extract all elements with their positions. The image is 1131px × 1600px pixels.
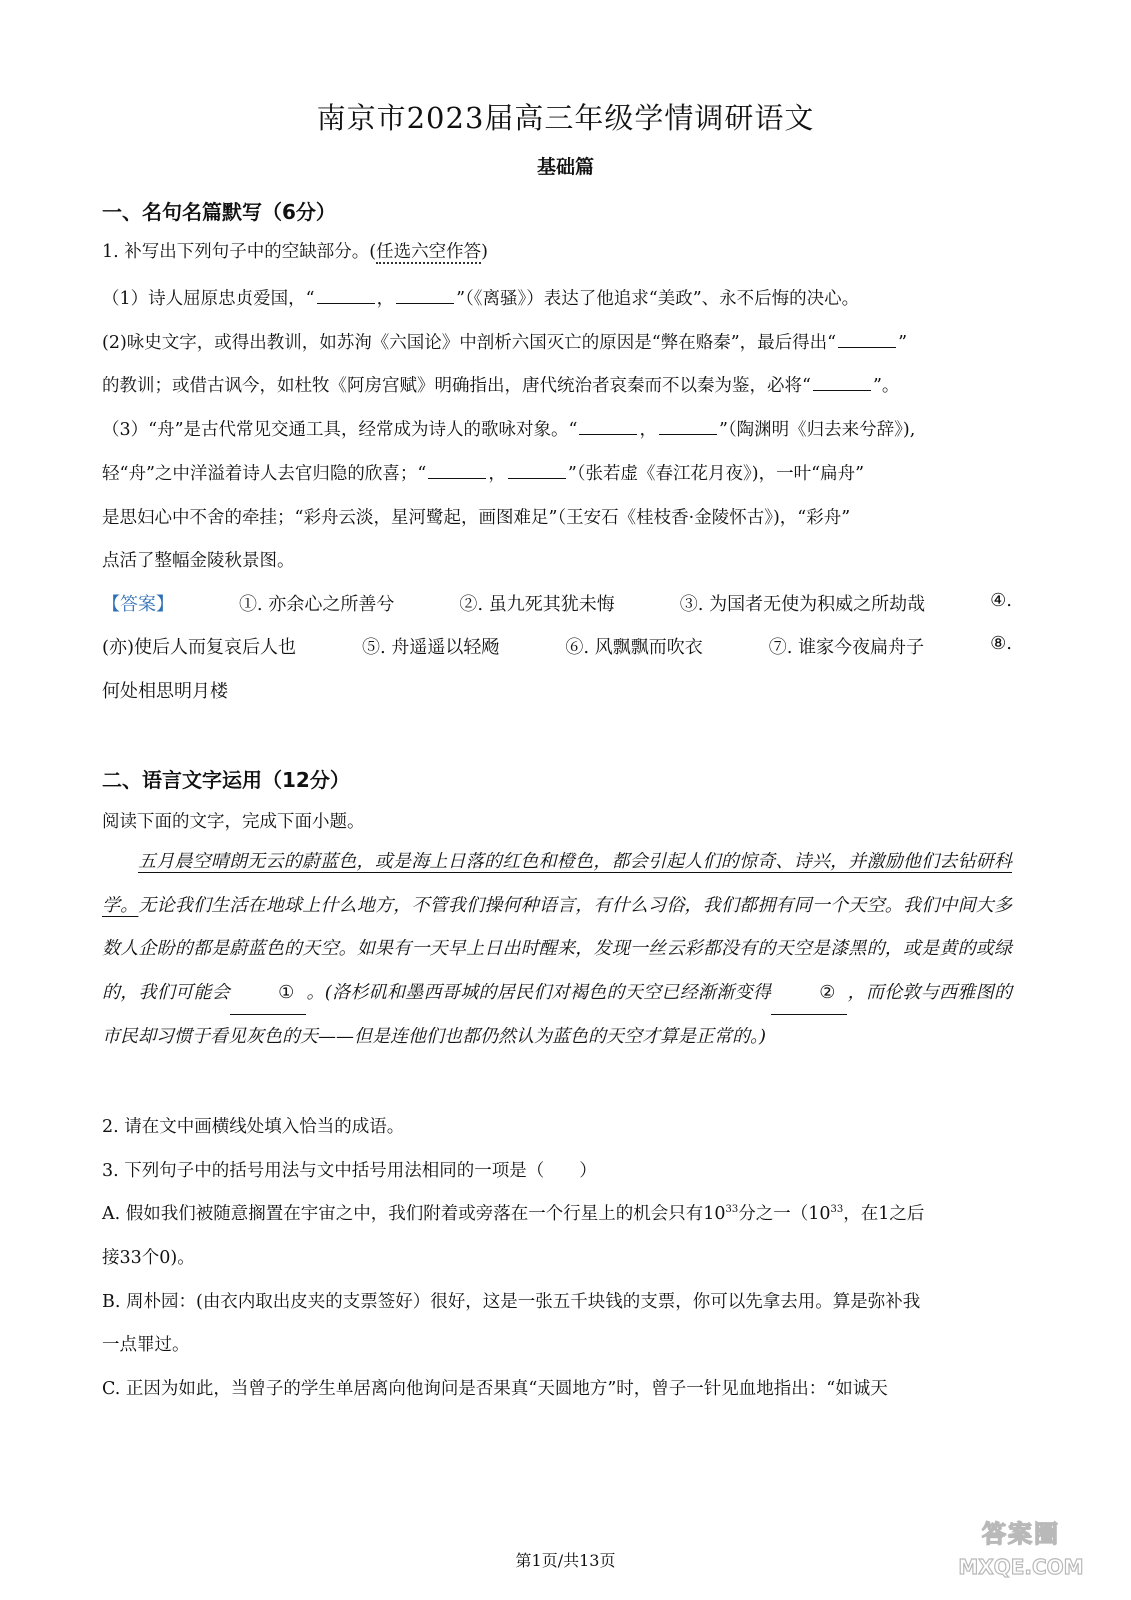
separator: ， [488,464,506,484]
part-3-line-3: 是思妇心中不舍的牵挂；“彩舟云淡，星河鹭起，画图难足”（王安石《桂枝香·金陵怀古》)，“彩舟” [102,508,851,528]
passage-text-2: 。(洛杉矶和墨西哥城的居民们对褐色的天空已经渐渐变得 [306,981,772,1003]
passage-text: 无论我们生活在地球上什么地方，不管我们操何种语言，有什么习俗，我们都拥有同一个天空。我们中间大多数人企盼的都是蔚蓝色的天空。如果有一天早上日出时醒来，发现一丝云彩都没有的天空是漆黑的，或是黄的或绿的，我们可能会 [102,894,1013,1003]
part-2-text-2: 的教训；或借古讽今，如杜牧《阿房宫赋》明确指出，唐代统治者哀秦而不以秦为鉴，必将“ [102,376,811,396]
page-subtitle: 基础篇 [536,156,594,178]
blank-1[interactable]: ① [230,971,306,1016]
answer-item: ⑤. 舟遥遥以轻飏 [361,637,500,658]
page-number: 第1页/共13页 [515,1551,616,1570]
answer-item: ④. [990,590,1012,611]
part-3-line-2 [102,460,1032,485]
underlined-sentence: 五月晨空晴朗无云的蔚蓝色，或是海上日落的红色和橙色，都会引起人们的惊奇、诗兴，并激励他们去钻研科学。 [102,851,1012,916]
question-1-stem-close: ) [481,242,488,262]
page-title: 南京市2023届高三年级学情调研语文 [316,101,815,135]
option-b-line-2: 一点罪过。 [102,1335,190,1355]
answer-blank[interactable] [659,418,717,435]
question-3: 3. 下列句子中的括号用法与文中括号用法相同的一项是（ ） [102,1161,597,1181]
option-a-text-3: ，在1之后 [843,1204,925,1224]
part-2-tail: ” [898,333,908,353]
answer-item: (亦)使后人而复哀后人也 [102,637,297,658]
answer-blank[interactable] [396,287,454,304]
part-3-line-1 [102,416,1032,441]
answer-item: ⑦. 谁家今夜扁舟子 [768,637,925,658]
blank-2[interactable]: ② [771,971,847,1016]
separator: ， [639,420,657,440]
answer-row-3: 何处相思明月楼 [102,681,228,702]
part-2-tail-2: ”。 [872,376,900,396]
watermark-logo [951,1512,1091,1582]
part-2-text: (2)咏史文字，或得出教训，如苏洵《六国论》中剖析六国灭亡的原因是“弊在赂秦”，最后得出“ [102,333,837,353]
answer-item: ①. 亦余心之所善兮 [238,594,395,615]
part-3-text-2: 轻“舟”之中洋溢着诗人去官归隐的欣喜；“ [102,464,427,484]
part-3-tail-2: ”（张若虚《春江花月夜》)，一叶“扁舟” [567,464,865,484]
reading-intro: 阅读下面的文字，完成下面小题。 [102,812,365,832]
section-1-heading: 一、名句名篇默写（6分） [102,200,336,224]
part-2-line-1 [102,329,1032,354]
superscript: 33 [725,1204,739,1216]
option-a-text-2: 分之一（10 [738,1204,831,1224]
question-1-emphasis: 任选六空作答 [376,242,482,262]
question-1-stem-text: 1. 补写出下列句子中的空缺部分。( [102,242,377,262]
part-2-line-2 [102,372,1032,397]
answer-item: ⑧. [990,633,1012,654]
option-a-line-2: 接33个0)。 [102,1248,195,1268]
part-1-tail: ”（《离骚》）表达了他追求“美政”、永不后悔的决心。 [456,289,860,309]
option-c-line-1[interactable]: C. 正因为如此，当曾子的学生单居离向他询问是否果真“天圆地方”时，曾子一针见血地指出：“如诚天 [102,1379,888,1399]
answer-row-2 [102,633,1012,659]
passage-text-3: ，而伦敦与西雅图的市民却习惯于看见灰色的天——但是连他们也都仍然认为蓝色的天空才算是正常的。) [102,981,1013,1047]
answer-blank[interactable] [428,462,486,479]
answer-item: ⑥. 风飘飘而吹衣 [565,637,703,658]
answer-item: ③. 为国者无使为积威之所劫哉 [679,594,926,615]
question-1-stem [102,238,1032,263]
watermark-url: MXQE.COM [958,1555,1084,1579]
answer-blank[interactable] [813,374,871,391]
answer-blank[interactable] [838,331,896,348]
answer-blank[interactable] [579,418,637,435]
reading-passage [102,840,1012,1059]
part-3-text: （3）“舟”是古代常见交通工具，经常成为诗人的歌咏对象。“ [102,420,578,440]
part-3-tail: ”（陶渊明《归去来兮辞》), [718,420,916,440]
answer-tag: 【答案】 [102,594,174,615]
separator: ， [376,289,395,309]
watermark-text: 答案圈 [982,1520,1060,1548]
part-3-line-4: 点活了整幅金陵秋景图。 [102,551,295,571]
question-2: 2. 请在文中画横线处填入恰当的成语。 [102,1117,405,1137]
option-b-line-1[interactable]: B. 周朴园：(由衣内取出皮夹的支票签好）很好，这是一张五千块钱的支票，你可以先拿去用。算是弥补我 [102,1292,921,1312]
answer-blank[interactable] [508,462,566,479]
option-a-line-1[interactable] [102,1200,1032,1225]
section-2-heading: 二、语言文字运用（12分） [102,768,350,792]
answer-blank[interactable] [317,287,375,304]
part-1-text: （1）诗人屈原忠贞爱国，“ [102,289,315,309]
answer-item: ②. 虽九死其犹未悔 [459,594,615,615]
part-1-line [102,285,1032,310]
option-a-text: A. 假如我们被随意搁置在宇宙之中，我们附着或旁落在一个行星上的机会只有10 [102,1204,726,1224]
answer-row-1 [102,590,1012,616]
superscript: 33 [830,1204,844,1216]
